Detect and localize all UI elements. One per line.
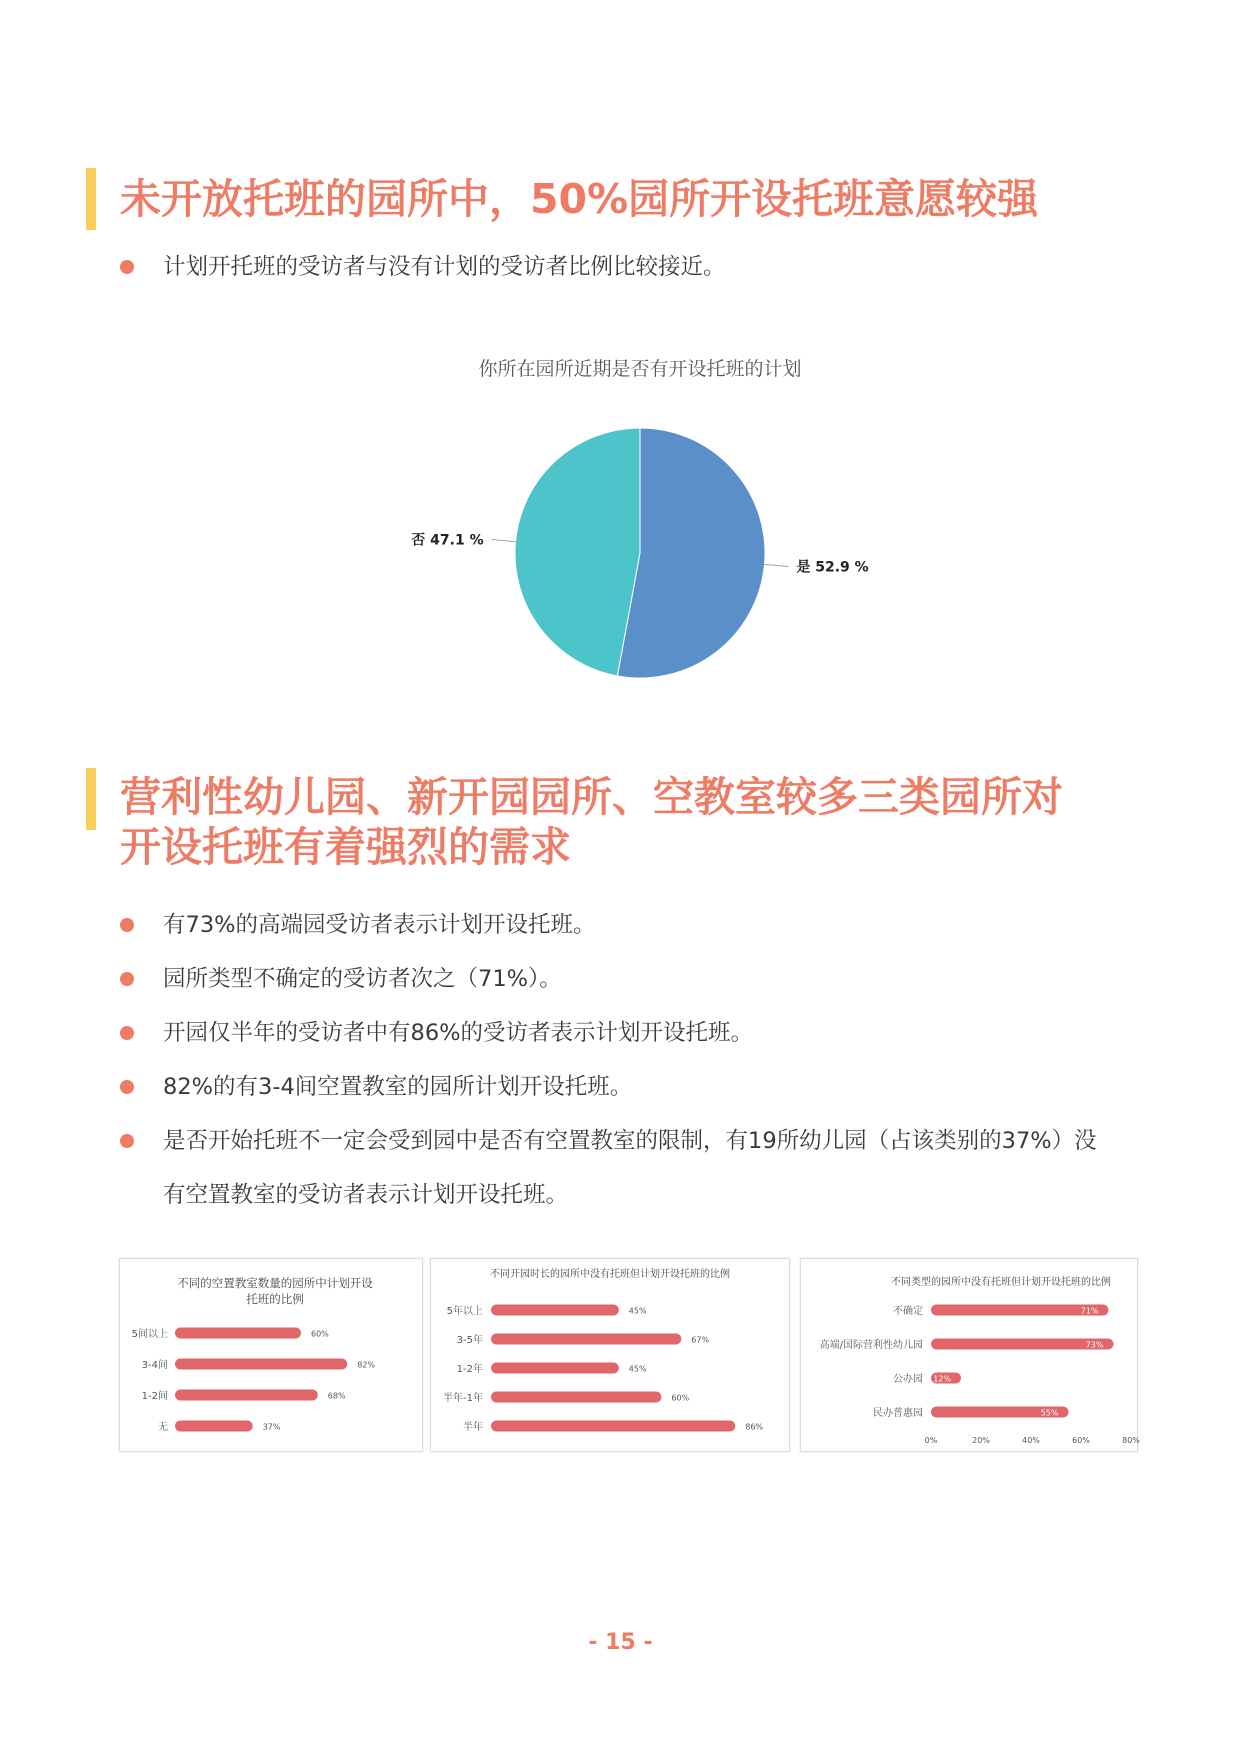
bar-category-label: 1-2间 (141, 1391, 168, 1402)
pie-label: 是 52.9 % (796, 559, 869, 576)
bar-chart-panel-classrooms (119, 1258, 423, 1452)
bar-chart-title: 不同的空置教室数量的园所中计划开设 (177, 1276, 373, 1290)
section2-bullet-list (118, 910, 1097, 1210)
list-item (118, 1072, 1097, 1126)
bullet-text: 开园仅半年的受访者中有86%的受访者表示计划开设托班。 (163, 1020, 754, 1046)
bar (491, 1305, 619, 1316)
bar-value-label: 37% (262, 1422, 281, 1432)
bar-category-label: 无 (158, 1422, 168, 1433)
bar (491, 1392, 661, 1403)
bar-chart-panel-type (800, 1258, 1138, 1452)
bar (175, 1390, 318, 1401)
pie-label: 否 47.1 % (411, 532, 484, 549)
list-item (118, 252, 726, 282)
x-tick-label: 0% (924, 1436, 938, 1445)
section1-bullet-list (118, 252, 726, 282)
x-tick-label: 40% (1022, 1436, 1040, 1445)
list-item (118, 1126, 1097, 1180)
section1-heading: 未开放托班的园所中，50%园所开设托班意愿较强 (120, 175, 1039, 223)
bar-chart-classrooms (120, 1259, 422, 1451)
bar (175, 1328, 301, 1339)
pie-leader-line (764, 564, 788, 566)
section2-heading-line1: 营利性幼儿园、新开园园所、空教室较多三类园所对 (120, 773, 1063, 821)
bullet-text: 园所类型不确定的受访者次之（71%）。 (163, 966, 562, 992)
x-tick-label: 80% (1122, 1436, 1140, 1445)
pie-slice (515, 428, 640, 676)
bar-value-label: 55% (1040, 1408, 1059, 1418)
bar-category-label: 高端/国际营利性幼儿园 (819, 1340, 923, 1351)
bar-category-label: 5间以上 (131, 1329, 168, 1340)
bullet-text: 有空置教室的受访者表示计划开设托班。 (163, 1182, 569, 1208)
bullet-dot (120, 972, 134, 986)
bar (175, 1421, 253, 1432)
bar-value-label: 68% (327, 1391, 346, 1401)
bar-category-label: 3-5年 (456, 1335, 483, 1346)
bar (491, 1334, 681, 1345)
bar-value-label: 73% (1085, 1340, 1104, 1350)
bar-chart-type (801, 1259, 1140, 1451)
bar-category-label: 民办普惠园 (873, 1408, 923, 1419)
bar-chart-panel-duration (430, 1258, 790, 1452)
bar-category-label: 公办园 (893, 1374, 923, 1385)
list-item (118, 910, 1097, 964)
section2-heading-line2: 开设托班有着强烈的需求 (120, 823, 571, 871)
x-tick-label: 20% (972, 1436, 990, 1445)
bar-category-label: 半年 (463, 1422, 483, 1433)
bullet-dot (120, 1026, 134, 1040)
bar-chart-duration (431, 1259, 789, 1451)
bar-value-label: 45% (628, 1364, 647, 1374)
x-tick-label: 60% (1072, 1436, 1090, 1445)
pie-chart (0, 355, 1241, 685)
bar-chart-title: 托班的比例 (246, 1292, 304, 1306)
list-item (118, 1018, 1097, 1072)
heading-marker (86, 768, 96, 830)
bullet-dot (120, 1134, 134, 1148)
bar-chart-title: 不同类型的园所中没有托班但计划开设托班的比例 (891, 1277, 1111, 1288)
bar-category-label: 1-2年 (456, 1364, 483, 1375)
bar-chart-title: 不同开园时长的园所中没有托班但计划开设托班的比例 (490, 1269, 730, 1280)
bar-category-label: 5年以上 (446, 1306, 483, 1317)
bullet-text: 计划开托班的受访者与没有计划的受访者比例比较接近。 (163, 254, 726, 280)
page-number: - 15 - (588, 1630, 653, 1655)
heading-marker (86, 168, 96, 230)
bar-value-label: 45% (628, 1306, 647, 1316)
bar (491, 1363, 619, 1374)
bar-category-label: 3-4间 (141, 1360, 168, 1371)
bar-category-label: 半年-1年 (443, 1393, 483, 1404)
bullet-dot (120, 1080, 134, 1094)
bar-value-label: 86% (745, 1422, 764, 1432)
bullet-dot (120, 260, 134, 274)
bullet-dot (120, 918, 134, 932)
bar-value-label: 60% (311, 1329, 329, 1339)
bar (491, 1421, 735, 1432)
pie-title: 你所在园所近期是否有开设托班的计划 (478, 358, 802, 380)
list-item (118, 964, 1097, 1018)
bullet-text: 82%的有3-4间空置教室的园所计划开设托班。 (163, 1074, 633, 1100)
bar-value-label: 67% (691, 1335, 710, 1345)
bullet-text: 是否开始托班不一定会受到园中是否有空置教室的限制，有19所幼儿园（占该类别的37%）没 (163, 1128, 1097, 1154)
bar (175, 1359, 347, 1370)
bar-value-label: 82% (357, 1360, 375, 1370)
list-item-continuation (118, 1180, 1097, 1210)
bar-category-label: 不确定 (893, 1306, 923, 1317)
bar-value-label: 71% (1080, 1306, 1099, 1316)
pie-leader-line (492, 539, 516, 541)
bullet-text: 有73%的高端园受访者表示计划开设托班。 (163, 912, 596, 938)
bar-value-label: 12% (933, 1374, 951, 1384)
bar-value-label: 60% (671, 1393, 690, 1403)
